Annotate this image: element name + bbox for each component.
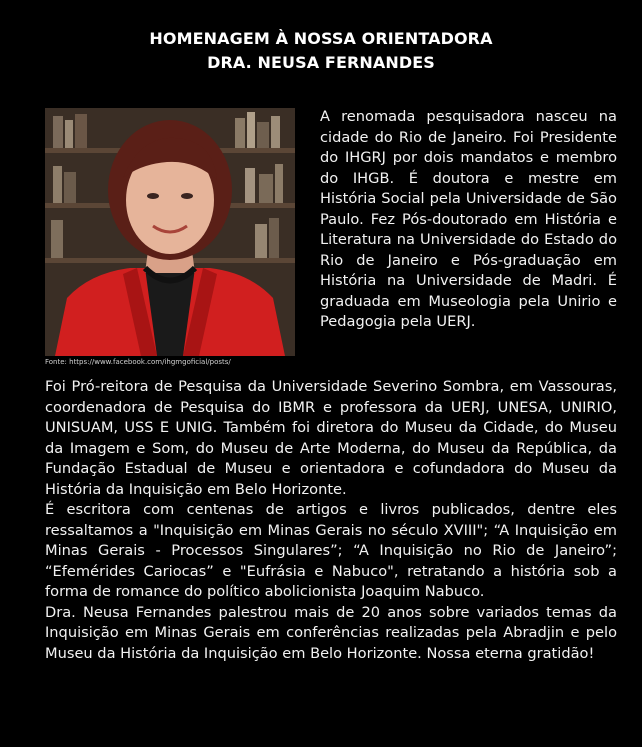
portrait-photo — [45, 108, 295, 356]
portrait-illustration — [45, 108, 295, 356]
page-title — [0, 27, 642, 75]
paragraph-lectures: Dra. Neusa Fernandes palestrou mais de 20 anos sobre variados temas da Inquisição em Minas Gerais em conferências realizadas pela Abradjin e pelo Museu da História da Inquisição em Belo Horizonte. Nossa eterna gratidão! — [45, 603, 617, 662]
title-line-2: DRA. NEUSA FERNANDES — [207, 53, 435, 72]
paragraph-publications: É escritora com centenas de artigos e livros publicados, dentre eles ressaltamos a "Inquisição em Minas Gerais no século XVIII"; “A Inquisição em Minas Gerais - Processos Singulares”; “A Inquisição no Rio de Janeiro”; “Efemérides Cariocas” e "Eufrásia e Nabuco", retratando a história sob a forma de romance do político abolicionista Joaquim Nabuco. — [45, 501, 617, 600]
paragraph-career: Foi Pró-reitora de Pesquisa da Universidade Severino Sombra, em Vassouras, coordenadora de Pesquisa do IBMR e professora da UERJ, UNESA, UNIRIO, UNISUAM, USS E UNIG. Também foi diretora do Museu da Cidade, do Museu da Imagem e Som, do Museu de Arte Moderna, do Museu da República, da Fundação Estadual de Museu e orientadora e cofundadora do Museu da História da Inquisição em Belo Horizonte. — [45, 378, 617, 498]
title-line-1: HOMENAGEM À NOSSA ORIENTADORA — [149, 29, 493, 48]
intro-paragraph: A renomada pesquisadora nasceu na cidade do Rio de Janeiro. Foi Presidente do IHGRJ por dois mandatos e membro do IHGB. É doutora e mestre em História Social pela Universidade de São Paulo. Fez Pós-doutorado em História e Literatura na Universidade do Estado do Rio de Janeiro e Pós-graduação em História na Universidade de Madri. É graduada em Museologia pela Unirio e Pedagogia pela UERJ. — [320, 108, 617, 330]
body-text — [45, 377, 617, 664]
photo-caption: Fonte: https://www.facebook.com/ihgmgoficial/posts/ — [45, 358, 231, 366]
